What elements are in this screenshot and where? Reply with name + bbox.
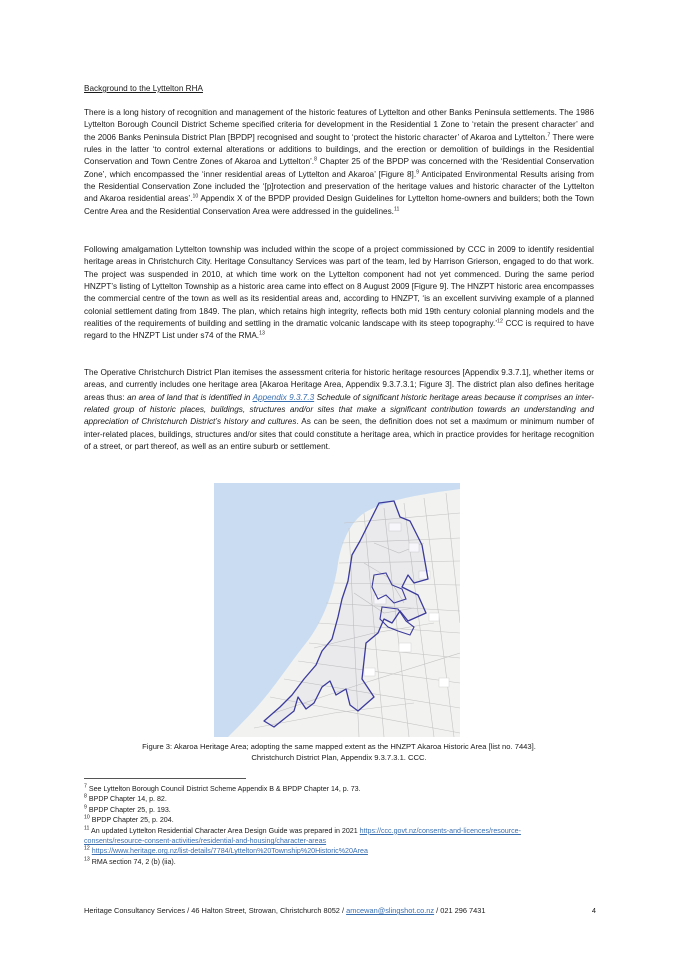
page-footer: Heritage Consultancy Services / 46 Halton Street, Strowan, Christchurch 8052 / amcewan@slingshot.co.nz / 021 296 7431 4 [84, 906, 596, 915]
page-number: 4 [591, 906, 596, 915]
footnote-ref-9[interactable]: 9 [416, 168, 419, 175]
footnote-ref-10[interactable]: 10 [192, 193, 199, 200]
footnote-ref-11[interactable]: 11 [393, 206, 400, 213]
footnote-ref-8[interactable]: 8 [314, 156, 317, 163]
footnote-13: $^{13}$ RMA section 74, 2 (b) (iia). [84, 856, 176, 866]
map-graphic [214, 483, 460, 737]
heritage-area-map [214, 483, 460, 737]
footnote-8: $^8$ BPDP Chapter 14, p. 82. [84, 794, 167, 804]
paragraph-amalgamation: Following amalgamation Lyttelton township was included within the scope of a project commissioned by CCC in 2009 to identify residential heritage areas in Christchurch City. Heritage Consultancy Services was part of the team, led by Harrison Grierson, engaged to do that work. The project was suspended in 2010, at which time work on the Lyttelton component had not yet commenced. During the same period HNZPT’s listing of Lyttelton Township as a historic area came into effect on 8 August 2009 [Figure 9]. The HNZPT historic area encompasses the commercial centre of the town as well as its residential areas and, according to HNZPT, ‘is an excellent surviving example of a planned colonial settlement dating from 1849. The plan, which retains high integrity, reflects both mid 19th century colonial planning models and the realities of the requirements of building and settling in the dramatic volcanic landscape with its steep topography.’$^{12}$ CCC is required to have regard to the HNZPT List under s74 of the RMA.$^{13}$ [84, 245, 595, 341]
caption-line-1: Figure 3: Akaroa Heritage Area; adopting the same mapped extent as the HNZPT Akaroa Historic Area [list no. 7443]. [142, 742, 536, 751]
design-guide-link-cont[interactable]: consents/resource-consent-activities/residential-and-housing/character-areas [84, 837, 327, 846]
footnote-11: $^{11}$ An updated Lyttelton Residential Character Area Design Guide was prepared in 2021 https://ccc.govt.nz/consents-and-licences/resource- consents/resource-consent-activities/residential-and-housing/character-areas [84, 825, 521, 846]
paragraph-background: There is a long history of recognition and management of the historic features of Lyttelton and other Banks Peninsula settlements. The 1986 Lyttelton Borough Council District Scheme specified criteria for development in the Residential 1 Zone to ‘retain the present character’ and the 2006 Banks Peninsula District Plan [BPDP] recognised and sought to ‘protect the historic character’ of Akaroa and Lyttelton.$^7$ There were rules in the latter ‘to control external alterations or additions to buildings, and the erection or demolition of buildings in the Residential Conservation and Town Centre Zones of Akaroa and Lyttelton’.$^8$ Chapter 25 of the BPDP was concerned with the ‘Residential Conservation Zone’, which encompassed the ‘inner residential areas of Lyttelton and Akaroa’ [Figure 8].$^9$ Anticipated Environmental Results arising from the Residential Conservation Zone included the ‘[p]rotection and preservation of the heritage values and historic character of the Lyttelton and Akaroa residential areas’.$^{10}$ Appendix X of the BPDP provided Design Guidelines for Lyttelton home-owners and builders; both the Town Centre Area and the Residential Conservation Area were addressed in the guidelines.$^{11}$ [84, 108, 594, 216]
appendix-link[interactable]: Appendix 9.3.7.3 [252, 392, 315, 402]
caption-line-2: Christchurch District Plan, Appendix 9.3.7.3.1. CCC. [251, 753, 427, 762]
section-heading: Background to the Lyttelton RHA [84, 84, 203, 93]
footnote-ref-12[interactable]: 12 [497, 318, 503, 325]
footnote-7: $^7$ See Lyttelton Borough Council District Scheme Appendix B & BPDP Chapter 14, p. 73. [84, 783, 361, 793]
footnotes [84, 784, 604, 867]
footnote-12: $^{12}$ https://www.heritage.org.nz/list-details/7784/Lyttelton%20Township%20Historic%20Area [84, 846, 368, 856]
footnote-ref-13[interactable]: 13 [259, 330, 265, 337]
heritage-list-link[interactable]: https://www.heritage.org.nz/list-details/7784/Lyttelton%20Township%20Historic%20Area [91, 847, 368, 856]
figure-caption [84, 741, 594, 763]
footer-email-link[interactable]: amcewan@slingshot.co.nz [346, 906, 435, 915]
footnote-10: $^{10}$ BPDP Chapter 25, p. 204. [84, 814, 174, 825]
paragraph-district-plan: The Operative Christchurch District Plan itemises the assessment criteria for historic heritage resources [Appendix 9.3.7.1], whether items or areas, and currently includes one heritage area [Akaroa Heritage Area, Appendix 9.3.7.3.1; Figure 3]. The district plan also defines heritage areas thus: an area of land that is identified in Appendix 9.3.7.3 Schedule of significant historic heritage areas because it comprises an inter-related group of historic places, buildings, structures and/or sites that make a significant contribution towards an understanding and appreciation of Christchurch District’s history and cultures. As can be seen, the definition does not set a maximum or minimum number of inter-related places, buildings, structures and/or sites that could constitute a heritage area, which in practice provides for heritage recognition of a street, or part thereof, as well as an entire suburb or settlement. [84, 368, 595, 452]
footnote-ref-7[interactable]: 7 [547, 131, 551, 138]
footnote-divider [84, 778, 246, 779]
footnote-9: $^9$ BPDP Chapter 25, p. 193. [84, 804, 171, 814]
design-guide-link[interactable]: https://ccc.govt.nz/consents-and-licences/resource- [359, 826, 521, 835]
